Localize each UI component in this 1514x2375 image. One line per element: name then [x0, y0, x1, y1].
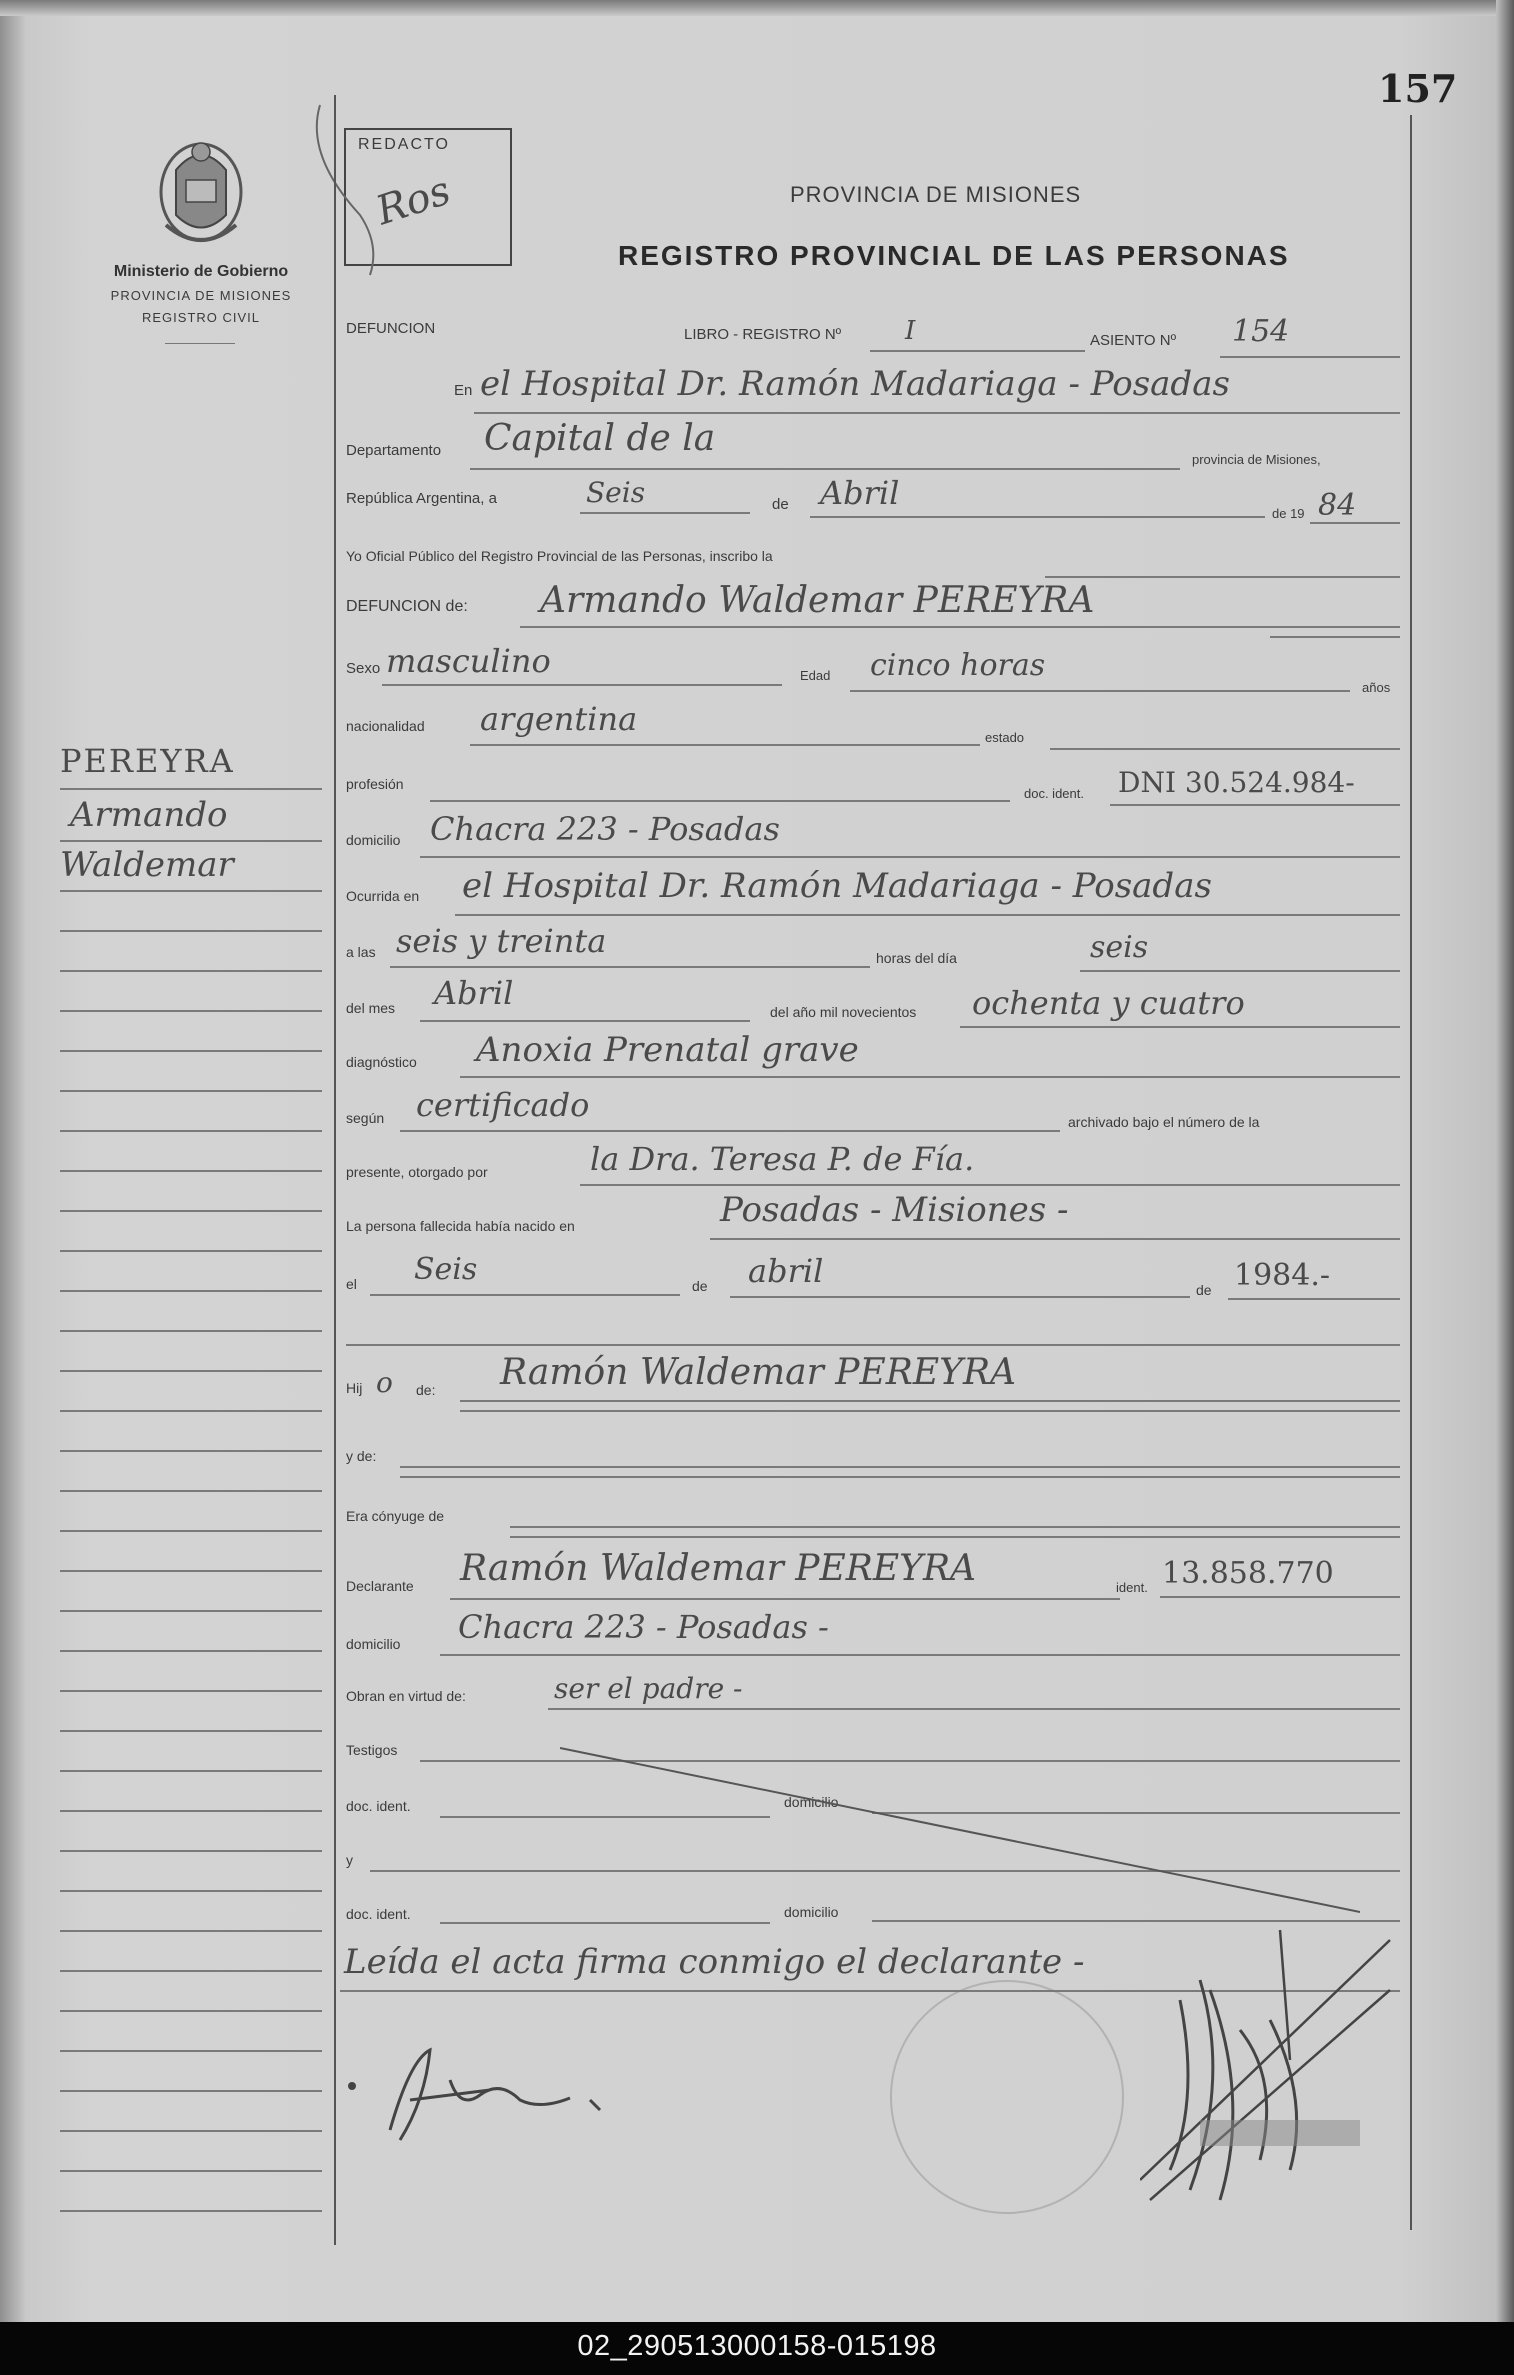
en-value: el Hospital Dr. Ramón Madariaga - Posadas — [480, 364, 1230, 404]
nacionalidad-label: nacionalidad — [346, 718, 425, 734]
segun-label: según — [346, 1110, 385, 1126]
republica-label: República Argentina, a — [346, 490, 497, 507]
conyuge-label: Era cónyuge de — [346, 1508, 445, 1524]
nacionalidad-value: argentina — [480, 700, 638, 738]
asiento-label: ASIENTO Nº — [1090, 332, 1177, 349]
image-id-bar: 02_290513000158-015198 — [0, 2322, 1514, 2375]
oficial-label: Yo Oficial Público del Registro Provincial de las Personas, inscribo la — [346, 548, 773, 564]
de-label: de — [772, 496, 789, 513]
de19-label: de 19 — [1272, 506, 1305, 521]
edad-label: Edad — [800, 668, 831, 683]
ident-value: 13.858.770 — [1162, 1556, 1334, 1591]
domicilio4-label: domicilio — [784, 1904, 839, 1920]
stamp-title: REDACTO — [358, 136, 450, 153]
nac-de2-label: de — [1196, 1282, 1212, 1298]
diagnostico-value: Anoxia Prenatal grave — [476, 1030, 859, 1070]
divider — [165, 343, 235, 344]
nac-de-label: de — [692, 1278, 708, 1294]
faint-seal — [890, 1980, 1124, 2214]
domicilio2-value: Chacra 223 - Posadas - — [458, 1608, 829, 1646]
deceased-name: Armando Waldemar PEREYRA — [540, 580, 1095, 621]
nacido-value: Posadas - Misiones - — [720, 1190, 1069, 1230]
otorgado-value: la Dra. Teresa P. de Fía. — [590, 1140, 975, 1178]
departamento-value: Capital de la — [484, 418, 716, 459]
doc-value: DNI 30.524.984- — [1118, 766, 1355, 799]
ident-label: ident. — [1116, 1580, 1148, 1595]
edad-value: cinco horas — [870, 648, 1046, 683]
registry-label: REGISTRO CIVIL — [141, 310, 261, 325]
departamento-label: Departamento — [346, 442, 442, 459]
anio-mil-label: del año mil novecientos — [770, 1004, 917, 1020]
y-label: y — [346, 1852, 353, 1868]
profesion-label: profesión — [346, 776, 404, 792]
obran-label: Obran en virtud de: — [346, 1688, 466, 1704]
obran-value: ser el padre - — [554, 1672, 743, 1705]
ministry-label: Ministerio de Gobierno — [113, 263, 289, 280]
mes2-value: Abril — [434, 974, 514, 1012]
header-province: PROVINCIA DE MISIONES — [790, 182, 1082, 207]
en-label: En — [454, 382, 473, 399]
anio-value: 84 — [1318, 488, 1357, 523]
stamp-scribble — [300, 95, 420, 285]
nacido-label: La persona fallecida había nacido en — [346, 1218, 575, 1234]
doc-ident1-label: doc. ident. — [346, 1798, 411, 1814]
margin-surname: PEREYRA — [60, 742, 235, 780]
right-border-line — [1410, 115, 1412, 2230]
hijo-de-label: de: — [416, 1382, 436, 1398]
asiento-value: 154 — [1232, 314, 1290, 349]
margin-line — [334, 95, 336, 2245]
hijo-suffix: o — [376, 1366, 393, 1399]
closing-statement: Leída el acta firma conmigo el declarante - — [344, 1942, 1085, 1982]
declarante-label: Declarante — [346, 1578, 414, 1594]
cancel-line — [560, 1740, 1360, 1920]
header-registry: REGISTRO PROVINCIAL DE LAS PERSONAS — [618, 240, 1290, 271]
segun-value: certificado — [416, 1086, 590, 1124]
declarant-signature — [340, 2040, 630, 2150]
defuncion-title: DEFUNCION — [346, 320, 436, 337]
anio2-value: ochenta y cuatro — [972, 984, 1245, 1022]
diagnostico-label: diagnóstico — [346, 1054, 417, 1070]
page-number: 157 — [1378, 66, 1458, 111]
hijo-label: Hij — [346, 1380, 363, 1396]
nac-dia-value: Seis — [414, 1252, 478, 1287]
del-mes-label: del mes — [346, 1000, 396, 1016]
domicilio2-label: domicilio — [346, 1636, 401, 1652]
top-edge — [0, 0, 1514, 16]
coat-of-arms-icon — [146, 130, 256, 260]
ocurrida-value: el Hospital Dr. Ramón Madariaga - Posadas — [462, 866, 1212, 906]
ocurrida-label: Ocurrida en — [346, 888, 420, 904]
domicilio3-label: domicilio — [784, 1794, 839, 1810]
nac-anio-value: 1984.- — [1234, 1258, 1331, 1293]
a-las-label: a las — [346, 944, 376, 960]
presente-label: presente, otorgado por — [346, 1164, 488, 1180]
mes-value: Abril — [820, 474, 900, 512]
horas-label: horas del día — [876, 950, 957, 966]
libro-value: I — [905, 316, 916, 346]
padre-value: Ramón Waldemar PEREYRA — [500, 1352, 1017, 1393]
margin-firstname: Armando — [70, 795, 228, 835]
libro-label: LIBRO - REGISTRO Nº — [684, 326, 842, 343]
domicilio-value: Chacra 223 - Posadas — [430, 810, 780, 848]
hora-value: seis y treinta — [396, 922, 607, 960]
stamp-initials: Ros — [370, 167, 457, 235]
dia2-value: seis — [1090, 930, 1149, 965]
testigos-label: Testigos — [346, 1742, 398, 1758]
archivado-label: archivado bajo el número de la — [1068, 1114, 1260, 1130]
doc-label: doc. ident. — [1024, 786, 1084, 801]
province-label: PROVINCIA DE MISIONES — [110, 288, 292, 303]
domicilio-label: domicilio — [346, 832, 401, 848]
margin-middlename: Waldemar — [60, 845, 234, 885]
el-label: el — [346, 1276, 357, 1292]
anos-label: años — [1362, 680, 1391, 695]
provincia-label: provincia de Misiones, — [1192, 452, 1321, 467]
sexo-value: masculino — [386, 642, 551, 680]
nac-mes-value: abril — [748, 1252, 824, 1290]
doc-ident2-label: doc. ident. — [346, 1906, 411, 1922]
sexo-label: Sexo — [346, 660, 381, 677]
defuncion-de-label: DEFUNCION de: — [346, 598, 468, 615]
official-signature — [1140, 1900, 1400, 2220]
right-edge — [1496, 0, 1514, 2322]
declarante-value: Ramón Waldemar PEREYRA — [460, 1548, 977, 1589]
estado-label: estado — [985, 730, 1025, 745]
dia-value: Seis — [586, 476, 646, 509]
y-de-label: y de: — [346, 1448, 377, 1464]
